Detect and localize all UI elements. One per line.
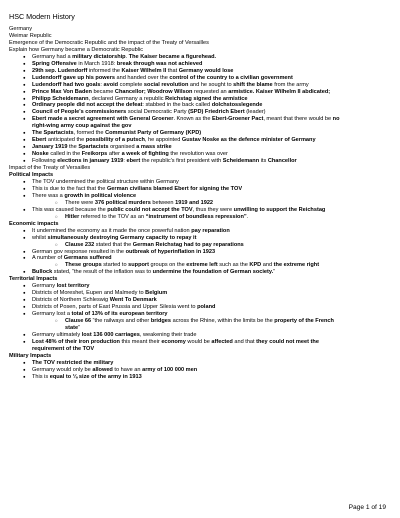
text-run: elections in january 1919 xyxy=(57,158,124,165)
text-run: . xyxy=(125,53,129,60)
text-run: ebert xyxy=(126,158,141,165)
text-run: ” xyxy=(78,324,80,331)
text-run: referred to the TOV as an xyxy=(79,213,146,220)
text-run: Germany xyxy=(32,283,57,290)
text-run: 1919 and 1922 xyxy=(175,199,214,206)
democratic-republic-list xyxy=(9,54,386,165)
text-run: between xyxy=(150,199,176,206)
text-run: Chancellor xyxy=(267,158,297,165)
text-run: the republic's first president with xyxy=(140,158,223,165)
text-run: 29th sep. Ludendorff xyxy=(32,67,88,74)
bullet-item xyxy=(9,249,386,256)
text-run: and handed over the xyxy=(114,74,170,81)
text-run: Spring Offensive xyxy=(32,60,77,67)
text-run: control of the country to a civilian government xyxy=(169,74,293,81)
text-run: Philipp Scheidemann xyxy=(32,95,89,102)
text-run: This is due to the fact that the xyxy=(32,185,107,192)
text-run: requirement of the TOV xyxy=(32,345,95,352)
text-run: Chancellor; Woodrow Wilson xyxy=(114,88,193,95)
text-run: Bullock xyxy=(32,269,53,276)
text-run: pay reparation xyxy=(191,227,230,234)
bullet-item xyxy=(9,123,386,130)
text-run: shift the blame xyxy=(233,81,273,88)
text-run: poland xyxy=(197,304,216,311)
text-run: and that xyxy=(232,338,257,345)
text-run: anticipated the xyxy=(46,137,86,144)
text-run: (leader) xyxy=(244,109,266,116)
text-run: undermine the foundation of German society. xyxy=(152,269,274,276)
text-run: Communist Party of Germany (KPD) xyxy=(105,130,202,137)
text-run: army of 100 000 men xyxy=(142,366,198,373)
text-run: public could not accept the TOV xyxy=(107,206,193,213)
impact-sections xyxy=(9,172,386,381)
text-run: called in the xyxy=(48,151,82,158)
text-run: German Reichstag had to pay reparations xyxy=(132,241,244,248)
text-run: after xyxy=(107,151,122,158)
text-run: Scheidemann xyxy=(222,158,260,165)
text-run: Kaiser Wilhelm II xyxy=(121,67,167,74)
text-run: , weakening their trade xyxy=(139,331,197,338)
text-run: to have an xyxy=(112,366,143,373)
text-run: Germany had a xyxy=(32,53,73,60)
text-run: Germany would lose xyxy=(178,67,234,74)
text-run: outbreak of hyperinflation in 1923 xyxy=(125,248,216,255)
bullet-item xyxy=(9,61,386,68)
text-run: no xyxy=(332,116,340,123)
bullet-item xyxy=(9,290,386,297)
text-run: equal to ⅛ size of the army in 1913 xyxy=(49,373,142,380)
intro-line: Germany xyxy=(9,26,33,32)
bullet-item xyxy=(9,346,386,353)
text-run: Districts of Posen, parts of East Prussia and Upper Silesia went to xyxy=(32,304,198,311)
text-run: , formed the xyxy=(73,130,106,137)
text-run: the xyxy=(67,144,79,151)
text-run: total of 13% of its european territory xyxy=(71,311,168,318)
section-list xyxy=(9,283,386,353)
text-run: ” xyxy=(273,269,276,276)
bullet-item xyxy=(9,297,386,304)
text-run: . Known as the xyxy=(173,116,213,123)
bullet-item xyxy=(9,325,386,332)
document-title: HSC Modern History xyxy=(9,12,75,21)
bullet-item xyxy=(9,283,386,290)
text-run: support xyxy=(128,262,149,269)
bullet-item xyxy=(9,75,386,82)
text-run: unwilling to support the Reichstag xyxy=(233,206,326,213)
text-run: There were xyxy=(65,199,95,206)
text-run: January 1919 xyxy=(32,144,68,151)
text-run: . xyxy=(246,213,249,220)
bullet-item xyxy=(9,367,386,374)
text-run: whilst xyxy=(32,234,48,241)
bullet-item xyxy=(9,82,386,89)
bullet-item xyxy=(9,116,386,123)
bullet-item xyxy=(9,158,386,165)
text-run: (SPD) Friedrich Ebert xyxy=(188,109,245,116)
text-run: dolchstosslegende xyxy=(211,102,263,109)
bullet-item xyxy=(9,186,386,193)
text-run: “the railways and other xyxy=(91,318,151,325)
intro-line: Explain how Germany became a Democratic Republic xyxy=(9,46,143,53)
text-run: There was a xyxy=(32,192,65,199)
text-run: bridges xyxy=(150,318,172,325)
text-run: from the army xyxy=(272,81,309,88)
section-heading: Territorial Impacts xyxy=(9,276,58,283)
text-run: These groups xyxy=(65,262,102,269)
bullet-item xyxy=(9,304,386,311)
text-run: this meant their xyxy=(119,338,162,345)
text-run: Noske xyxy=(32,151,49,158)
text-run: Districts of Northern Schleswig xyxy=(32,297,110,304)
text-run: Germans suffered xyxy=(63,255,112,262)
bullet-item xyxy=(9,214,386,221)
text-run: Germany would only be xyxy=(32,366,93,373)
text-run: Lost 48% of their iron production xyxy=(32,338,120,345)
text-run: This was caused because the xyxy=(32,206,108,213)
page-number: Page 1 of 19 xyxy=(348,504,386,511)
text-run: A number of xyxy=(32,255,64,262)
section-list xyxy=(9,360,386,381)
bullet-item xyxy=(9,235,386,242)
bullet-item xyxy=(9,311,386,318)
text-run: its xyxy=(259,158,268,165)
text-run: would be xyxy=(185,338,212,345)
text-run: Districts of Moreshet, Eupen and Malmedy to xyxy=(32,290,146,297)
bullet-item xyxy=(9,137,386,144)
text-run: Belgium xyxy=(145,290,168,297)
text-run: Spartacists xyxy=(78,144,109,151)
bullet-item xyxy=(9,255,386,262)
bullet-item xyxy=(9,102,386,109)
text-run: and xyxy=(261,262,274,269)
text-run: across the Rhine, within the limits be the xyxy=(171,318,275,325)
bullet-item xyxy=(9,360,386,367)
text-run: “instrument of boundless repression” xyxy=(145,213,247,220)
text-run: possibility of a putsch xyxy=(85,137,145,144)
text-run: : xyxy=(100,81,104,88)
impact-heading: Impact of the Treaty of Versailles xyxy=(9,165,91,172)
text-run: extreme left xyxy=(186,262,218,269)
text-run: : xyxy=(123,158,127,165)
bullet-item xyxy=(9,339,386,346)
bullet-item xyxy=(9,109,386,116)
section-heading: Political Impacts xyxy=(9,172,54,179)
text-run: economy xyxy=(161,338,186,345)
section-list xyxy=(9,228,386,277)
text-run: military dictatorship xyxy=(72,53,126,60)
text-run: organised xyxy=(108,144,137,151)
text-run: in March 1918: xyxy=(76,60,117,67)
bullet-item xyxy=(9,228,386,235)
bullet-item xyxy=(9,151,386,158)
text-run: break through was not achieved xyxy=(116,60,203,67)
text-run: property of the French xyxy=(274,318,334,325)
text-run: became xyxy=(91,88,115,95)
bullet-item xyxy=(9,269,386,276)
bullet-item xyxy=(9,96,386,103)
bullet-item xyxy=(9,242,386,249)
text-run: informed the xyxy=(87,67,122,74)
text-run: such as the xyxy=(217,262,250,269)
text-run: The TOV undermined the political structure within Germany xyxy=(32,178,179,185)
text-run: allowed xyxy=(92,366,113,373)
text-run: they could not meet the xyxy=(256,338,319,345)
text-run: Clause 66 xyxy=(65,318,92,325)
text-run: , he appointed xyxy=(144,137,182,144)
intro-line: Emergence of the Democratic Republic and the impact of the Treaty of Versailles xyxy=(9,39,209,46)
text-run: avoid xyxy=(103,81,119,88)
text-run: a week of fighting xyxy=(121,151,169,158)
text-run: : stabbed in the back called xyxy=(142,102,212,109)
text-run: right-wing army coup against the gov xyxy=(32,123,132,130)
text-run: stated, “the result of the inflation was to xyxy=(52,269,153,276)
text-run: The Spartacists xyxy=(32,130,74,137)
text-run: Council of People's commissioners xyxy=(32,109,127,116)
text-run: that xyxy=(166,67,179,74)
bullet-item xyxy=(9,179,386,186)
bullet-item xyxy=(9,207,386,214)
text-run: Hitler xyxy=(65,213,80,220)
text-run: Ordinary people did not accept the defeat xyxy=(32,102,143,109)
text-run: It undermined the economy as it made the once powerful nation xyxy=(32,227,192,234)
text-run: social Democratic Party xyxy=(126,109,189,116)
text-run: the revolution was over xyxy=(168,151,228,158)
section-heading: Military Impacts xyxy=(9,352,52,359)
text-run: , meant that there would be xyxy=(263,116,333,123)
bullet-item xyxy=(9,130,386,137)
text-run: started to xyxy=(101,262,129,269)
text-run: affected xyxy=(211,338,233,345)
text-run: growth in political violence xyxy=(64,192,137,199)
text-run: Clause 232 xyxy=(65,241,95,248)
intro-line: Weimar Republic xyxy=(9,32,52,39)
bullet-item xyxy=(9,318,386,325)
bullet-item xyxy=(9,54,386,61)
bullet-item xyxy=(9,68,386,75)
text-run: KPD xyxy=(249,262,262,269)
text-run: Germany ultimately xyxy=(32,331,82,338)
text-run: Prince Max Von Baden xyxy=(32,88,92,95)
bullet-item xyxy=(9,200,386,207)
text-run: The Kaiser became a figurehead. xyxy=(128,53,217,60)
text-run: 376 political murders xyxy=(94,199,151,206)
text-run: state xyxy=(65,324,79,331)
text-run: requested an xyxy=(192,88,229,95)
text-run: groups on the xyxy=(148,262,187,269)
text-run: This is xyxy=(32,373,50,380)
text-run: the extreme right xyxy=(273,262,320,269)
bullet-item xyxy=(9,193,386,200)
text-run: Ebert xyxy=(32,137,47,144)
text-run: Gustav Noske as the defence minister of Germany xyxy=(181,137,316,144)
text-run: Ludendorff gave up his powers xyxy=(32,74,115,81)
text-run: armistice. Kaiser Wilhelm II abdicated; xyxy=(228,88,331,95)
text-run: Ebert-Groener Pact xyxy=(212,116,264,123)
text-run: Ludendorff had two goals xyxy=(32,81,101,88)
text-run: Following xyxy=(32,158,58,165)
text-run: Germany lost a xyxy=(32,311,72,318)
text-run: social revolution xyxy=(143,81,189,88)
text-run: Went To Denmark xyxy=(109,297,157,304)
text-run: lost 136 000 carriages xyxy=(81,331,140,338)
text-run: Reichstag signed the armistice xyxy=(165,95,248,102)
section-list xyxy=(9,179,386,221)
text-run: Ebert made a secret agreement with General Groener xyxy=(32,116,174,123)
text-run: German gov response resulted in the xyxy=(32,248,126,255)
text-run: , thus they were xyxy=(192,206,234,213)
text-run: stated that the xyxy=(94,241,133,248)
intro-block xyxy=(9,26,386,54)
bullet-item xyxy=(9,89,386,96)
bullet-item xyxy=(9,262,386,269)
bullet-item xyxy=(9,332,386,339)
text-run: and he sought to xyxy=(188,81,234,88)
bullet-item xyxy=(9,374,386,381)
text-run: simultaneously destroying Germany capacity to repay it xyxy=(47,234,197,241)
text-run: Freikorps xyxy=(81,151,108,158)
section-heading: Economic impacts xyxy=(9,220,59,227)
text-run: lost territory xyxy=(56,283,90,290)
text-run: a mass strike xyxy=(136,144,172,151)
text-run: complete xyxy=(118,81,144,88)
bullet-item xyxy=(9,144,386,151)
text-run: German civilians blamed Ebert for signing the TOV xyxy=(106,185,243,192)
text-run: , declared Germany a republic xyxy=(88,95,166,102)
text-run: The TOV restricted the military xyxy=(32,359,114,366)
